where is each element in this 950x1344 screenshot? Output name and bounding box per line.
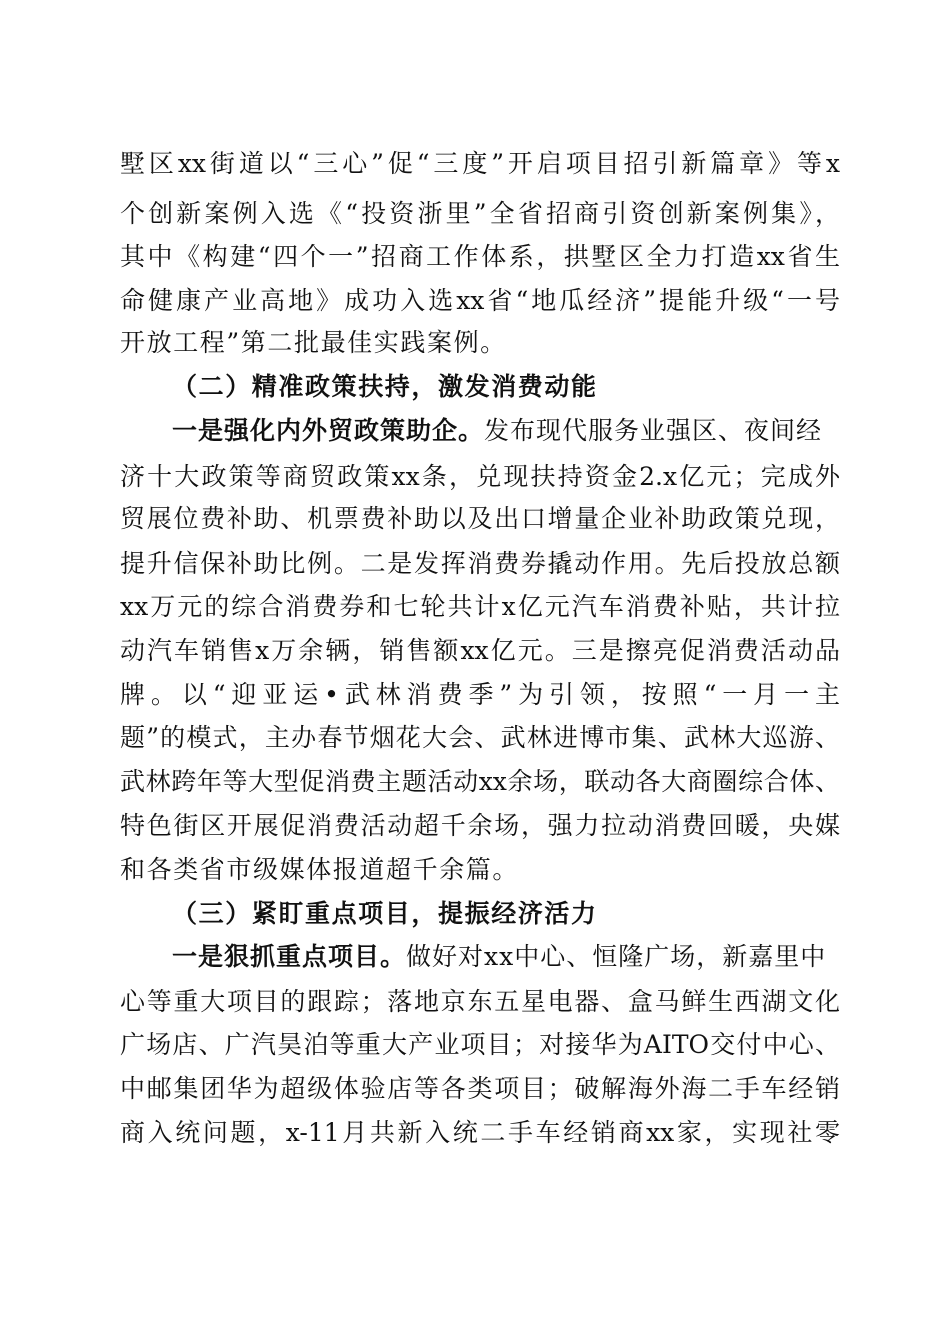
paragraph-line: 题”的模式，主办春节烟花大会、武林进博市集、武林大巡游、 bbox=[120, 723, 840, 752]
paragraph-line: 中邮集团华为超级体验店等各类项目；破解海外海二手车经销 bbox=[120, 1074, 840, 1103]
paragraph-line: 开放工程”第二批最佳实践案例。 bbox=[120, 328, 507, 357]
paragraph-line: 广场店、广汽昊泊等重大产业项目；对接华为AITO交付中心、 bbox=[120, 1030, 840, 1059]
section-heading-2: （二）精准政策扶持，激发消费动能 bbox=[172, 372, 598, 401]
paragraph-line: 特色街区开展促消费活动超千余场，强力拉动消费回暖，央媒 bbox=[120, 811, 840, 840]
paragraph-line: 命健康产业高地》成功入选xx省“地瓜经济”提能升级“一号 bbox=[120, 286, 840, 315]
lead-phrase: 一是强化内外贸政策助企。 bbox=[172, 416, 485, 445]
paragraph-line: 武林跨年等大型促消费主题活动xx余场，联动各大商圈综合体、 bbox=[120, 767, 840, 796]
paragraph-line: xx万元的综合消费券和七轮共计x亿元汽车消费补贴，共计拉 bbox=[120, 592, 840, 621]
paragraph-line bbox=[172, 414, 840, 448]
paragraph-line: 牌。以“迎亚运•武林消费季”为引领，按照“一月一主 bbox=[120, 680, 840, 709]
paragraph-line: 个创新案例入选《“投资浙里”全省招商引资创新案例集》， bbox=[120, 199, 840, 228]
paragraph-text: 做好对xx中心、恒隆广场，新嘉里中 bbox=[406, 942, 827, 971]
paragraph-line: 商入统问题，x-11月共新入统二手车经销商xx家，实现社零 bbox=[120, 1118, 840, 1147]
paragraph-line: 济十大政策等商贸政策xx条，兑现扶持资金2.x亿元；完成外 bbox=[120, 462, 840, 491]
paragraph-line: 心等重大项目的跟踪；落地京东五星电器、盒马鲜生西湖文化 bbox=[120, 987, 840, 1016]
lead-phrase: 一是狠抓重点项目。 bbox=[172, 942, 407, 971]
paragraph-line bbox=[172, 940, 840, 974]
paragraph-text: 发布现代服务业强区、夜间经 bbox=[484, 416, 823, 445]
paragraph-line: 其中《构建“四个一”招商工作体系，拱墅区全力打造xx省生 bbox=[120, 242, 840, 271]
paragraph-line: 提升信保补助比例。二是发挥消费券撬动作用。先后投放总额 bbox=[120, 549, 840, 578]
section-heading-3: （三）紧盯重点项目，提振经济活力 bbox=[172, 899, 598, 928]
paragraph-line: 贸展位费补助、机票费补助以及出口增量企业补助政策兑现， bbox=[120, 504, 840, 533]
paragraph-line: 和各类省市级媒体报道超千余篇。 bbox=[120, 855, 520, 884]
paragraph-line: 墅区xx街道以“三心”促“三度”开启项目招引新篇章》等x bbox=[120, 149, 840, 178]
paragraph-line: 动汽车销售x万余辆，销售额xx亿元。三是擦亮促消费活动品 bbox=[120, 636, 840, 665]
